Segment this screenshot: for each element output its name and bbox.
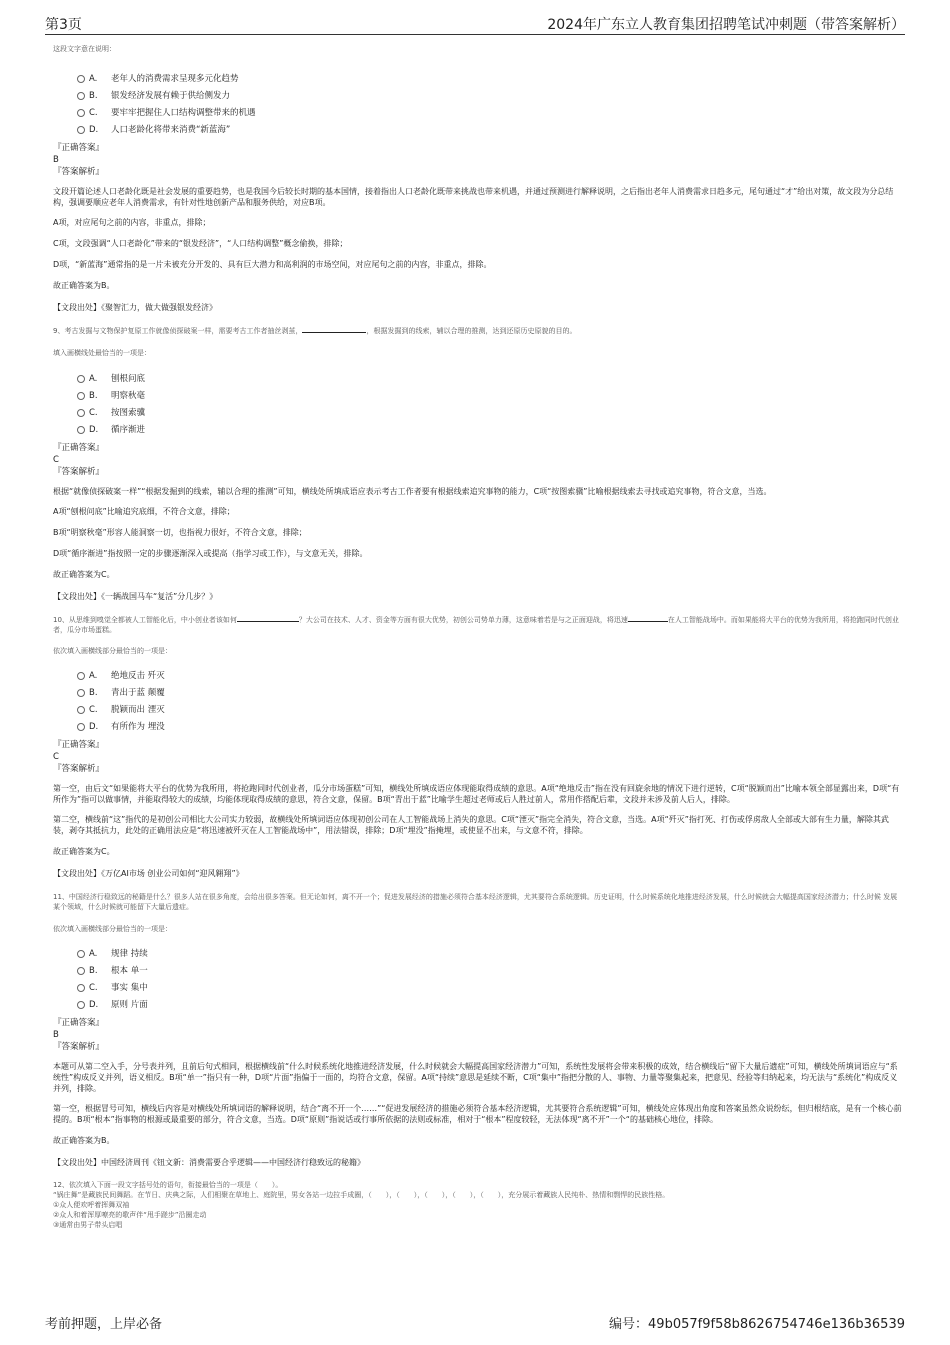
q10-answer: C [53,752,59,762]
q8-analysis-c: C项，文段强调“人口老龄化”带来的“银发经济”，“人口结构调整”概念偷换，排除； [53,239,348,248]
q8-analysis-label: 『答案解析』 [53,167,105,177]
radio-icon[interactable] [77,375,85,383]
q10-options [53,668,903,736]
q8-analysis-d: D项，“新蓝海”通常指的是一片未被充分开发的、具有巨大潜力和高利润的市场空间，对应尾句之前的内容，非重点，排除。 [53,260,492,269]
page-content [53,44,903,1230]
q11-source: 【文段出处】中国经济周刊《钮文新：消费需要合乎逻辑——中国经济行稳致远的秘籍》 [53,1158,365,1167]
q10-blank-2 [628,621,668,622]
q9-analysis-main: 根据“就像侦探破案一样”“根据发掘到的线索，辅以合理的推测”可知，横线处所填成语应表示考古工作者要有根据线索追究事物的能力，C项“按图索骥”比喻根据线索去寻找或追究事物，符合文意，当选。 [53,487,772,496]
q11-answer: B [53,1030,59,1040]
q12-item-3: ③通常由男子带头启唱 [53,1221,123,1229]
q10-stem: 10、从思维到嗅觉全都被人工智能化后，中小创业者该如何 ？大公司在技术、人才、资金等方面有很大优势，初创公司势单力薄，这意味着若是与之正面迎战，将迅速 在人工智能战场中。而如果能将大平台的优势为我所用，将抢跑同时代创业者，瓜分市场蛋糕。 [53,616,899,634]
q10-blank-1 [237,621,299,622]
radio-icon[interactable] [77,723,85,731]
page-header [45,14,905,35]
q11-answer-label: 『正确答案』 [53,1018,105,1028]
radio-icon[interactable] [77,126,85,134]
q8-option-a[interactable]: A. 老年人的消费需求呈现多元化趋势 [53,71,903,88]
q9-analysis-b: B项“明察秋毫”形容人能洞察一切，也指视力很好，不符合文意，排除； [53,528,307,537]
radio-icon[interactable] [77,967,85,975]
radio-icon[interactable] [77,109,85,117]
q9-option-c[interactable]: C. 按图索骥 [53,405,903,422]
q10-option-a[interactable]: A. 绝地反击 歼灭 [53,668,903,685]
document-title: 2024年广东立人教育集团招聘笔试冲刺题（带答案解析） [547,17,905,33]
q9-option-b[interactable]: B. 明察秋毫 [53,388,903,405]
q9-instruction: 填入画横线处最恰当的一项是： [53,349,151,357]
q8-option-b[interactable]: B. 银发经济发展有赖于供给侧发力 [53,88,903,105]
q11-analysis-blank-1: 第一空，根据冒号可知，横线后内容是对横线处所填词语的解释说明，结合“离不开一个……”“促进发展经济的措施必须符合基本经济逻辑，尤其要符合系统逻辑”可知，横线处应体现出角度和答案虽然众说纷纭，但归根结底，是有一个核心前提的。B项“根本”指事物的根源或最重要的部分，符合文意，当选。D项“原则”指说话或行事所依据的法则或标准，相对于“根本”程度较轻，无法体现“离不开”一个“的基础核心地位，排除。 [53,1104,902,1124]
radio-icon[interactable] [77,426,85,434]
q8-options [53,71,903,139]
q10-answer-label: 『正确答案』 [53,740,105,750]
q10-analysis-blank-2: 第二空，横线前“这”指代的是初创公司相比大公司实力较弱，故横线处所填词语应体现初创公司在人工智能战场上消失的意思。C项“湮灭”指完全消失，符合文意，当选。A项“歼灭”指打死、打伤或俘虏敌人全部或大部有生力量，解除其武装，剥夺其抵抗力，此处的正确用法应是“将迅速被歼灭在人工智能战场中”，用法错误，排除；D项“埋没”指掩埋，或使显不出来，与文意不符，排除。 [53,815,889,835]
q10-analysis-blank-1: 第一空，由后文“如果能将大平台的优势为我所用，将抢跑同时代创业者，瓜分市场蛋糕”可知，横线处所填成语应体现能取得成绩的意思。A项“绝地反击”指在没有回旋余地的情况下进行逆转，C项“脱颖而出”比喻本领全部显露出来，D项“有所作为”指可以做事情，并能取得较大的成绩，均能体现取得成绩的意思，符合文意，保留。B项“青出于蓝”比喻学生超过老师或后人胜过前人，常用作搭配后辈，文段并未涉及前人后人，排除。 [53,784,900,804]
radio-icon[interactable] [77,409,85,417]
q10-source: 【文段出处】《万亿AI市场 创业公司如何“迎风翱翔”》 [53,869,244,878]
q10-option-d[interactable]: D. 有所作为 埋没 [53,719,903,736]
q11-option-d[interactable]: D. 原则 片面 [53,997,903,1014]
q8-answer-label: 『正确答案』 [53,143,105,153]
document-code: 编号：49b057f9f58b8626754746e136b36539 [609,1317,905,1332]
q8-option-d[interactable]: D. 人口老龄化将带来消费“新蓝海” [53,122,903,139]
page-number: 第3页 [45,17,82,33]
q9-stem: 9、考古发掘与文物保护复原工作就像侦探破案一样，需要考古工作者抽丝剥茧， ，根据发掘到的线索，辅以合理的推测，达到还原历史原貌的目的。 [53,327,577,335]
q10-option-b[interactable]: B. 青出于蓝 颠覆 [53,685,903,702]
page-footer [45,1313,905,1331]
q8-option-c[interactable]: C. 要牢牢把握住人口结构调整带来的机遇 [53,105,903,122]
q9-conclusion: 故正确答案为C。 [53,570,115,579]
q11-option-a[interactable]: A. 规律 持续 [53,946,903,963]
radio-icon[interactable] [77,1001,85,1009]
q11-options [53,946,903,1014]
radio-icon[interactable] [77,75,85,83]
radio-icon[interactable] [77,689,85,697]
q12-passage: “锅庄舞”是藏族民间舞蹈。在节日、庆典之际，人们相聚在草地上、庭院里，男女各站一边拉手成圈，（ ），（ ），（ ），（ ），（ ），充分展示着藏族人民纯朴、热情和剽悍的民族性格。 [53,1191,670,1199]
q8-analysis-main: 文段开篇论述人口老龄化既是社会发展的重要趋势，也是我国今后较长时期的基本国情，接着指出人口老龄化既带来挑战也带来机遇，并通过预测进行解释说明，之后指出老年人消费需求日趋多元，尾句通过“才”给出对策，故文段为分总结构，强调要顺应老年人消费需求，有针对性地创新产品和服务供给，对应B项。 [53,187,894,207]
q8-intro: 这段文字意在说明： [53,45,116,53]
q12-item-2: ②众人和着浑厚嘹亮的歌声伴“甩手蹉步”沿圈走动 [53,1211,207,1219]
q8-conclusion: 故正确答案为B。 [53,281,115,290]
radio-icon[interactable] [77,950,85,958]
radio-icon[interactable] [77,92,85,100]
q11-option-c[interactable]: C. 事实 集中 [53,980,903,997]
q11-conclusion: 故正确答案为B。 [53,1136,115,1145]
q9-options [53,371,903,439]
radio-icon[interactable] [77,984,85,992]
q9-source: 【文段出处】《一辆战国马车“复活”分几步？》 [53,592,218,601]
q9-option-a[interactable]: A. 刨根问底 [53,371,903,388]
q11-analysis-label: 『答案解析』 [53,1042,105,1052]
radio-icon[interactable] [77,672,85,680]
q10-analysis-label: 『答案解析』 [53,764,105,774]
q10-instruction: 依次填入画横线部分最恰当的一项是： [53,647,172,655]
radio-icon[interactable] [77,392,85,400]
q12-item-1: ①众人便欢呼着挥舞双袖 [53,1201,130,1209]
q9-analysis-d: D项“循序渐进”指按照一定的步骤逐渐深入或提高（指学习或工作），与文意无关，排除。 [53,549,368,558]
q10-option-c[interactable]: C. 脱颖而出 湮灭 [53,702,903,719]
q9-analysis-label: 『答案解析』 [53,467,105,477]
q9-answer-label: 『正确答案』 [53,443,105,453]
q11-stem: 11、中国经济行稳致远的秘籍是什么？很多人站在很多角度，会给出很多答案。但无论如何，离不开一个；促进发展经济的措施必须符合基本经济逻辑，尤其要符合系统逻辑。历史证明，什么时候系统化地推进经济发展，什么时候就会大幅提高国家经济潜力；什么时候 发展某个领域，什么时候就可能留下大量后遗症。 [53,893,898,911]
q8-answer: B [53,155,59,165]
q9-answer: C [53,455,59,465]
radio-icon[interactable] [77,706,85,714]
q9-analysis-a: A项“刨根问底”比喻追究底细，不符合文意，排除； [53,507,235,516]
q8-source: 【文段出处】《聚智汇力，做大做强银发经济》 [53,303,217,312]
q9-blank [302,332,366,333]
q10-conclusion: 故正确答案为C。 [53,847,115,856]
q11-option-b[interactable]: B. 根本 单一 [53,963,903,980]
q8-analysis-a: A项，对应尾句之前的内容，非重点，排除； [53,218,211,227]
q9-option-d[interactable]: D. 循序渐进 [53,422,903,439]
footer-slogan: 考前押题，上岸必备 [45,1317,163,1332]
q11-instruction: 依次填入画横线部分最恰当的一项是： [53,925,172,933]
q11-analysis-blank-2: 本题可从第二空入手，分号表并列，且前后句式相同，根据横线前“什么时候系统化地推进经济发展，什么时候就会大幅提高国家经济潜力”可知，系统性发展将会带来积极的成效，结合横线后“留下大量后遗症”可知，横线处所填词语应与“系统性”构成反义并列，语义相反。B项“单一”指只有一种，D项“片面”指偏于一面的，均符合文意，保留。A项“持续”意思是延续不断，C项“集中”指把分散的人、事物、力量等聚集起来，把意见、经验等归纳起来，均无法与“系统化”构成反义并列，排除。 [53,1062,898,1093]
q12-stem: 12、依次填入下面一段文字括号处的语句，衔接最恰当的一项是（ ）。 [53,1181,283,1189]
